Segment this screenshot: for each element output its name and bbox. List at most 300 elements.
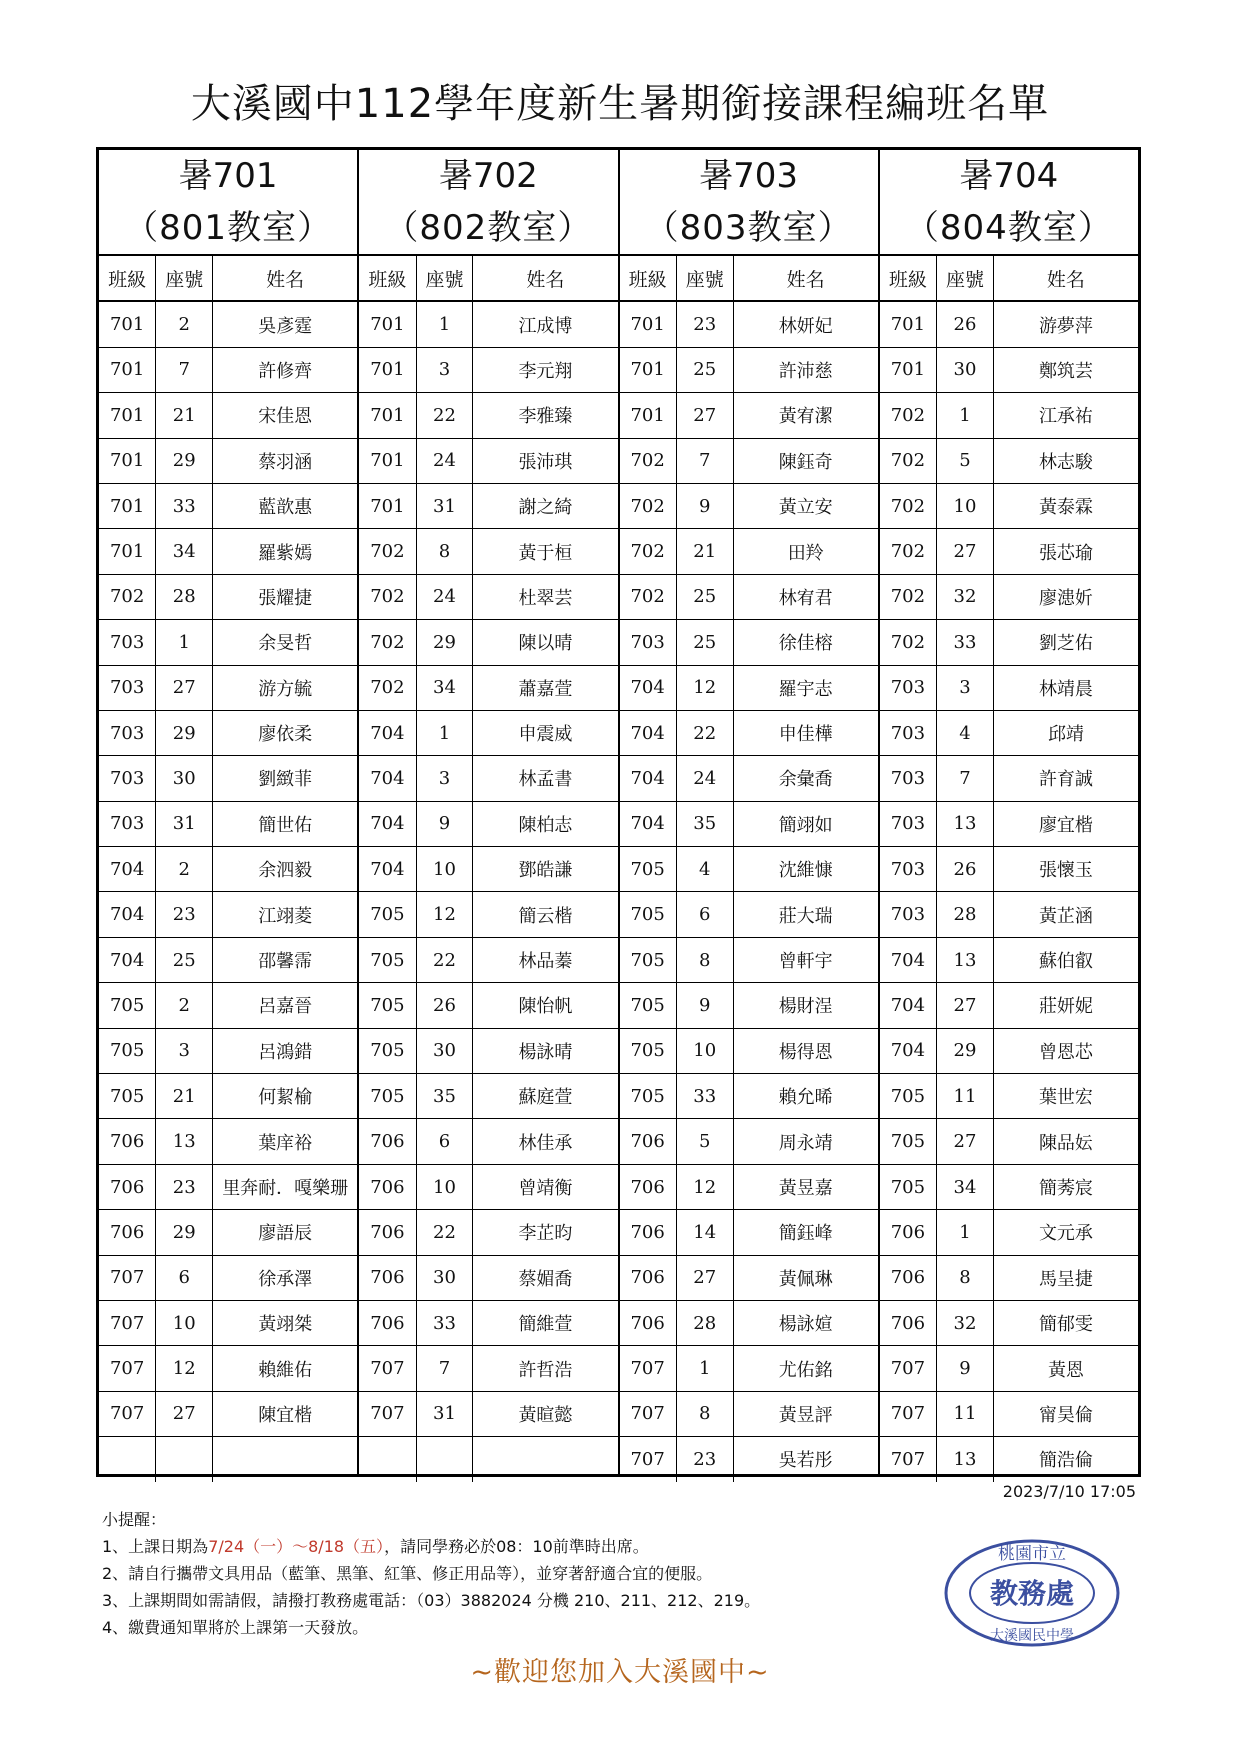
seat-cell: 13 — [937, 801, 994, 846]
seat-cell: 27 — [937, 983, 994, 1028]
table-row — [880, 393, 1138, 438]
col-header-name: 姓名 — [993, 256, 1138, 301]
name-cell: 張懷玉 — [993, 847, 1138, 892]
seat-cell: 24 — [416, 574, 473, 619]
class-cell: 704 — [359, 847, 416, 892]
table-row — [880, 483, 1138, 528]
name-cell: 呂嘉晉 — [213, 983, 358, 1028]
office-seal-stamp — [942, 1537, 1122, 1649]
table-row — [99, 1119, 357, 1164]
name-cell: 楊財浧 — [733, 983, 878, 1028]
class-cell: 702 — [359, 665, 416, 710]
class-cell: 703 — [880, 847, 937, 892]
seat-cell: 28 — [156, 574, 213, 619]
class-cell: 701 — [359, 483, 416, 528]
class-cell: 703 — [99, 665, 156, 710]
class-cell: 701 — [99, 393, 156, 438]
col-header-class: 班級 — [880, 256, 937, 301]
name-cell: 楊詠媗 — [733, 1300, 878, 1345]
seat-cell: 7 — [676, 438, 733, 483]
table-row — [620, 1210, 878, 1255]
seat-cell — [156, 1437, 213, 1482]
table-row — [359, 574, 617, 619]
class-cell: 702 — [359, 529, 416, 574]
name-cell: 廖語辰 — [213, 1210, 358, 1255]
name-cell: 鄭筑芸 — [993, 347, 1138, 392]
class-cell: 707 — [99, 1255, 156, 1300]
class-cell: 703 — [99, 801, 156, 846]
seat-cell: 29 — [156, 710, 213, 755]
seat-cell: 21 — [676, 529, 733, 574]
name-cell: 林孟書 — [473, 756, 618, 801]
name-cell: 江翊菱 — [213, 892, 358, 937]
seat-cell: 30 — [937, 347, 994, 392]
table-row — [880, 937, 1138, 982]
table-row — [99, 665, 357, 710]
class-cell: 703 — [880, 665, 937, 710]
seat-cell: 10 — [416, 1164, 473, 1209]
class-cell: 701 — [359, 347, 416, 392]
note-1-prefix: 1、上課日期為 — [102, 1537, 209, 1556]
seat-cell: 31 — [416, 1391, 473, 1436]
name-cell: 余泗毅 — [213, 847, 358, 892]
table-row — [880, 1028, 1138, 1073]
table-row — [620, 1119, 878, 1164]
table-row — [359, 1210, 617, 1255]
name-cell: 田羚 — [733, 529, 878, 574]
table-row — [880, 756, 1138, 801]
table-row — [99, 710, 357, 755]
seat-cell: 21 — [156, 1074, 213, 1119]
table-row — [99, 1074, 357, 1119]
name-cell: 黃昱評 — [733, 1391, 878, 1436]
seat-cell: 2 — [156, 301, 213, 347]
seat-cell: 26 — [416, 983, 473, 1028]
class-cell: 704 — [359, 801, 416, 846]
table-row — [880, 620, 1138, 665]
name-cell: 林佳承 — [473, 1119, 618, 1164]
col-header-seat: 座號 — [416, 256, 473, 301]
name-cell: 藍歆惠 — [213, 483, 358, 528]
name-cell: 陳鈺奇 — [733, 438, 878, 483]
table-row — [620, 393, 878, 438]
class-cell: 705 — [880, 1119, 937, 1164]
classroom-label: （802教室） — [384, 208, 593, 248]
class-cell: 707 — [359, 1346, 416, 1391]
class-cell: 707 — [880, 1437, 937, 1482]
name-cell: 杜翠芸 — [473, 574, 618, 619]
seal-top-text: 桃園市立 — [998, 1544, 1066, 1564]
seat-cell: 30 — [156, 756, 213, 801]
class-name: 暑702 — [438, 156, 538, 196]
table-row — [880, 847, 1138, 892]
table-row — [359, 983, 617, 1028]
name-cell: 邵馨霈 — [213, 937, 358, 982]
name-cell: 廖宜楷 — [993, 801, 1138, 846]
name-cell: 吳彥霆 — [213, 301, 358, 347]
class-cell: 702 — [880, 620, 937, 665]
name-cell: 張耀捷 — [213, 574, 358, 619]
seat-cell: 1 — [416, 301, 473, 347]
class-cell: 706 — [359, 1119, 416, 1164]
name-cell: 林宥君 — [733, 574, 878, 619]
table-row — [880, 1346, 1138, 1391]
seat-cell: 29 — [937, 1028, 994, 1073]
seat-cell: 27 — [937, 529, 994, 574]
col-header-class: 班級 — [620, 256, 677, 301]
name-cell: 黃昱嘉 — [733, 1164, 878, 1209]
name-cell: 里奔耐．嘎樂珊 — [213, 1164, 358, 1209]
class-cell: 701 — [359, 301, 416, 347]
name-cell: 周永靖 — [733, 1119, 878, 1164]
classroom-label: （803教室） — [644, 208, 853, 248]
name-cell: 邱靖 — [993, 710, 1138, 755]
name-cell: 簡云楷 — [473, 892, 618, 937]
name-cell: 葉庠裕 — [213, 1119, 358, 1164]
class-cell: 702 — [620, 483, 677, 528]
class-cell: 706 — [359, 1255, 416, 1300]
class-cell: 702 — [359, 620, 416, 665]
name-cell: 甯昊倫 — [993, 1391, 1138, 1436]
table-row — [359, 1255, 617, 1300]
seat-cell: 7 — [416, 1346, 473, 1391]
table-row — [880, 301, 1138, 347]
class-cell: 706 — [620, 1255, 677, 1300]
seat-cell: 23 — [156, 892, 213, 937]
seat-cell: 1 — [416, 710, 473, 755]
class-cell: 705 — [359, 937, 416, 982]
page-title: 大溪國中112學年度新生暑期銜接課程編班名單 — [190, 81, 1050, 127]
class-cell: 702 — [620, 529, 677, 574]
name-cell: 黃芷涵 — [993, 892, 1138, 937]
seal-center-text: 教務處 — [989, 1577, 1075, 1610]
table-row — [359, 1074, 617, 1119]
class-cell: 702 — [880, 438, 937, 483]
class-cell: 701 — [99, 483, 156, 528]
class-cell: 705 — [99, 1028, 156, 1073]
table-header-row — [99, 256, 357, 301]
seat-cell: 6 — [676, 892, 733, 937]
name-cell: 江承祐 — [993, 393, 1138, 438]
name-cell: 蕭嘉萱 — [473, 665, 618, 710]
notes-heading: 小提醒： — [102, 1510, 167, 1529]
class-cell: 701 — [620, 393, 677, 438]
table-row — [359, 756, 617, 801]
table-row — [620, 438, 878, 483]
class-cell: 705 — [620, 1028, 677, 1073]
name-cell: 吳若彤 — [778, 1450, 833, 1472]
table-row — [880, 438, 1138, 483]
name-cell: 黃恩 — [993, 1346, 1138, 1391]
class-cell: 701 — [359, 438, 416, 483]
col-header-seat: 座號 — [676, 256, 733, 301]
table-row — [880, 892, 1138, 937]
class-block-header — [99, 150, 357, 256]
class-cell: 707 — [359, 1391, 416, 1436]
name-cell: 廖依柔 — [213, 710, 358, 755]
class-cell: 703 — [99, 710, 156, 755]
seat-cell: 23 — [676, 301, 733, 347]
class-cell: 703 — [880, 801, 937, 846]
seat-cell: 33 — [416, 1300, 473, 1345]
table-row — [880, 1391, 1138, 1436]
class-cell: 701 — [99, 347, 156, 392]
table-row — [359, 892, 617, 937]
name-cell: 尤佑銘 — [733, 1346, 878, 1391]
classroom-label: （804教室） — [904, 208, 1113, 248]
table-row — [99, 1391, 357, 1436]
name-cell: 余旻哲 — [213, 620, 358, 665]
name-cell: 林品蓁 — [473, 937, 618, 982]
seat-cell: 28 — [937, 892, 994, 937]
welcome-message: ~歡迎您加入大溪國中~ — [470, 1657, 770, 1688]
class-cell: 705 — [620, 937, 677, 982]
name-cell: 楊得恩 — [733, 1028, 878, 1073]
class-cell: 707 — [99, 1346, 156, 1391]
table-row — [99, 438, 357, 483]
table-row — [880, 1119, 1138, 1164]
name-cell: 鄧皓謙 — [473, 847, 618, 892]
name-cell: 許育誠 — [993, 756, 1138, 801]
seat-cell: 32 — [937, 574, 994, 619]
table-row — [880, 983, 1138, 1028]
table-row — [620, 1074, 878, 1119]
name-cell: 許沛慈 — [733, 347, 878, 392]
name-cell: 葉世宏 — [993, 1074, 1138, 1119]
name-cell: 陳宜楷 — [213, 1391, 358, 1436]
class-cell: 701 — [880, 347, 937, 392]
seat-cell: 23 — [676, 1437, 733, 1482]
seal-bottom-text: 大溪國民中學 — [990, 1628, 1074, 1644]
class-cell: 706 — [880, 1255, 937, 1300]
seat-cell: 5 — [937, 438, 994, 483]
col-header-class: 班級 — [359, 256, 416, 301]
seat-cell: 21 — [156, 393, 213, 438]
name-cell: 簡維萱 — [473, 1300, 618, 1345]
seat-cell: 12 — [416, 892, 473, 937]
class-block-header — [359, 150, 617, 256]
seat-cell: 12 — [156, 1346, 213, 1391]
name-cell: 張沛琪 — [473, 438, 618, 483]
table-row — [359, 438, 617, 483]
table-row — [99, 1255, 357, 1300]
seat-cell: 25 — [676, 620, 733, 665]
class-cell: 701 — [99, 438, 156, 483]
name-cell: 劉芝佑 — [993, 620, 1138, 665]
class-cell: 704 — [620, 710, 677, 755]
seat-cell: 6 — [416, 1119, 473, 1164]
table-row — [880, 574, 1138, 619]
table-header-row — [359, 256, 617, 301]
name-cell: 簡莠宸 — [993, 1164, 1138, 1209]
class-cell: 703 — [880, 756, 937, 801]
name-cell: 徐承澤 — [213, 1255, 358, 1300]
table-row — [620, 1346, 878, 1391]
name-cell: 林靖晨 — [993, 665, 1138, 710]
name-cell: 蔡媚喬 — [473, 1255, 618, 1300]
name-cell: 張芯瑜 — [993, 529, 1138, 574]
table-row — [359, 937, 617, 982]
class-cell: 705 — [880, 1074, 937, 1119]
table-row — [359, 1300, 617, 1345]
table-row — [359, 483, 617, 528]
class-cell: 704 — [620, 801, 677, 846]
class-cell: 703 — [880, 710, 937, 755]
table-row — [880, 1164, 1138, 1209]
seat-cell: 24 — [676, 756, 733, 801]
seat-cell: 9 — [416, 801, 473, 846]
name-cell: 曾軒宇 — [733, 937, 878, 982]
seat-cell: 13 — [156, 1119, 213, 1164]
seat-cell: 28 — [676, 1300, 733, 1345]
seat-cell: 24 — [416, 438, 473, 483]
seat-cell: 1 — [937, 1210, 994, 1255]
name-cell: 許修齊 — [213, 347, 358, 392]
class-cell: 701 — [620, 301, 677, 347]
name-cell: 羅宇志 — [733, 665, 878, 710]
notes-section — [102, 1506, 952, 1641]
class-cell: 703 — [620, 620, 677, 665]
seat-cell: 31 — [416, 483, 473, 528]
table-row — [359, 301, 617, 347]
table-row — [99, 892, 357, 937]
name-cell: 簡郁雯 — [993, 1300, 1138, 1345]
table-row — [99, 1437, 357, 1482]
name-cell: 沈維慷 — [733, 847, 878, 892]
table-row — [620, 710, 878, 755]
class-cell: 707 — [880, 1346, 937, 1391]
seat-cell: 29 — [156, 438, 213, 483]
name-cell: 呂鴻錯 — [213, 1028, 358, 1073]
class-cell: 705 — [359, 892, 416, 937]
class-cell: 704 — [99, 937, 156, 982]
name-cell: 簡世佑 — [213, 801, 358, 846]
seat-cell: 5 — [676, 1119, 733, 1164]
class-cell: 703 — [880, 892, 937, 937]
table-row — [359, 710, 617, 755]
seat-cell: 1 — [937, 393, 994, 438]
class-name: 暑704 — [959, 156, 1059, 196]
class-cell: 704 — [880, 1028, 937, 1073]
seat-cell: 11 — [937, 1074, 994, 1119]
class-cell: 705 — [99, 1074, 156, 1119]
class-cell: 707 — [99, 1300, 156, 1345]
class-cell: 702 — [880, 393, 937, 438]
seat-cell: 13 — [937, 937, 994, 982]
name-cell: 宋佳恩 — [213, 393, 358, 438]
seat-cell: 34 — [416, 665, 473, 710]
name-cell: 陳怡帆 — [473, 983, 618, 1028]
table-row — [620, 801, 878, 846]
note-1-dates: 7/24（一）～8/18（五） — [208, 1537, 385, 1556]
table-row — [359, 1391, 617, 1436]
class-cell: 702 — [880, 574, 937, 619]
seat-cell: 8 — [676, 1391, 733, 1436]
class-cell: 706 — [99, 1210, 156, 1255]
seat-cell: 29 — [416, 620, 473, 665]
class-cell: 701 — [880, 301, 937, 347]
table-row — [620, 892, 878, 937]
name-cell: 曾靖衡 — [473, 1164, 618, 1209]
seat-cell: 25 — [676, 347, 733, 392]
seat-cell: 26 — [937, 301, 994, 347]
name-cell: 申佳樺 — [733, 710, 878, 755]
class-cell: 704 — [880, 937, 937, 982]
class-cell: 704 — [359, 710, 416, 755]
class-cell: 701 — [99, 529, 156, 574]
seat-cell — [416, 1437, 473, 1482]
seat-cell: 12 — [676, 665, 733, 710]
name-cell: 李雅臻 — [473, 393, 618, 438]
name-cell: 游夢萍 — [993, 301, 1138, 347]
table-row — [620, 1437, 878, 1482]
roster-table — [880, 256, 1138, 1482]
class-cell: 704 — [880, 983, 937, 1028]
class-cell: 706 — [620, 1164, 677, 1209]
class-cell: 705 — [620, 847, 677, 892]
name-cell: 游方毓 — [213, 665, 358, 710]
table-row — [99, 1210, 357, 1255]
table-row — [99, 847, 357, 892]
class-cell: 701 — [359, 393, 416, 438]
col-header-seat: 座號 — [937, 256, 994, 301]
table-row — [620, 529, 878, 574]
note-1 — [102, 1533, 952, 1560]
class-cell: 705 — [99, 983, 156, 1028]
class-cell: 706 — [99, 1119, 156, 1164]
class-cell — [359, 1437, 416, 1482]
class-cell: 705 — [359, 983, 416, 1028]
name-cell: 申震威 — [473, 710, 618, 755]
table-row — [620, 301, 878, 347]
seat-cell: 13 — [937, 1437, 994, 1482]
class-cell: 707 — [620, 1437, 677, 1482]
table-row — [620, 1300, 878, 1345]
seat-cell: 35 — [416, 1074, 473, 1119]
class-cell: 704 — [99, 847, 156, 892]
seat-cell: 3 — [416, 347, 473, 392]
class-cell: 704 — [620, 756, 677, 801]
table-row — [359, 1028, 617, 1073]
name-cell: 文元承 — [993, 1210, 1138, 1255]
class-block-header — [880, 150, 1138, 256]
table-row — [359, 347, 617, 392]
class-cell: 701 — [99, 301, 156, 347]
seat-cell: 2 — [156, 983, 213, 1028]
table-row — [880, 665, 1138, 710]
name-cell: 陳以晴 — [473, 620, 618, 665]
note-2: 2、請自行攜帶文具用品（藍筆、黑筆、紅筆、修正用品等），並穿著舒適合宜的便服。 — [102, 1564, 713, 1583]
table-row — [880, 347, 1138, 392]
table-row — [99, 801, 357, 846]
table-row — [99, 937, 357, 982]
name-cell: 賴維佑 — [213, 1346, 358, 1391]
table-row — [620, 1164, 878, 1209]
class-cell: 702 — [99, 574, 156, 619]
class-cell — [99, 1437, 156, 1482]
table-row — [620, 983, 878, 1028]
table-row — [880, 1210, 1138, 1255]
name-cell: 陳品妘 — [993, 1119, 1138, 1164]
note-4: 4、繳費通知單將於上課第一天發放。 — [102, 1618, 369, 1637]
name-cell: 李芷昀 — [473, 1210, 618, 1255]
class-cell: 707 — [99, 1391, 156, 1436]
table-header-row — [880, 256, 1138, 301]
note-1-suffix: ，請同學務必於08：10前準時出席。 — [384, 1537, 649, 1556]
seat-cell: 30 — [416, 1028, 473, 1073]
seat-cell: 14 — [676, 1210, 733, 1255]
class-cell: 704 — [359, 756, 416, 801]
